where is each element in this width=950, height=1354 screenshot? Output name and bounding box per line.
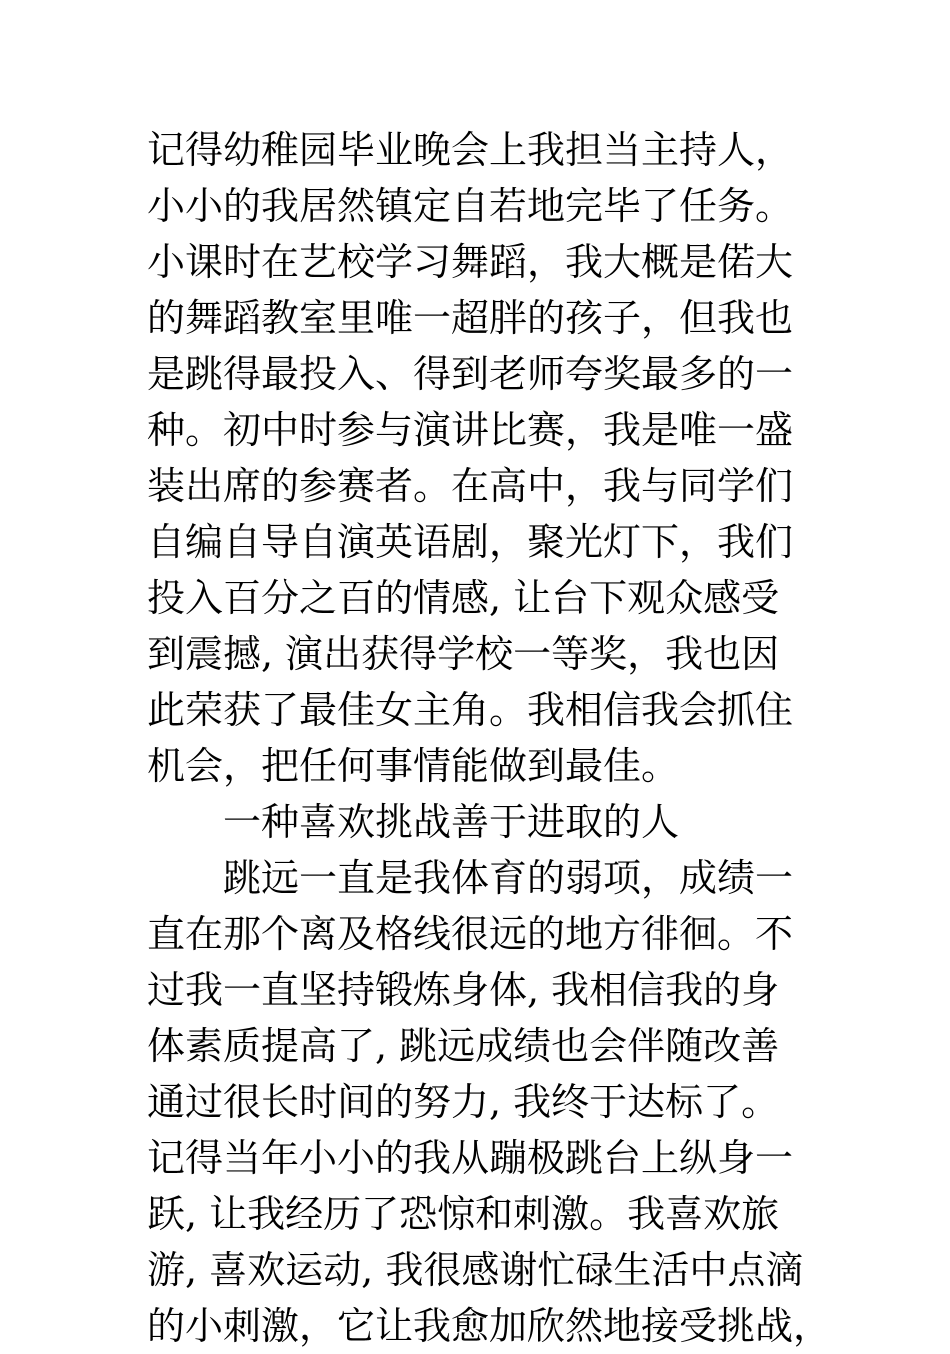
- text-line: 是跳得最投入、得到老师夸奖最多的一: [147, 352, 794, 396]
- text-line: 游, 喜欢运动, 我很感谢忙碌生活中点滴: [147, 1248, 804, 1292]
- text-line: 通过很长时间的努力, 我终于达标了。: [147, 1080, 780, 1124]
- text-line: 记得当年小小的我从蹦极跳台上纵身一: [147, 1136, 794, 1180]
- text-line: 跃, 让我经历了恐惊和刺激。我喜欢旅: [147, 1192, 780, 1236]
- text-line: 此荣获了最佳女主角。我相信我会抓住: [147, 688, 794, 732]
- text-line: 小课时在艺校学习舞蹈，我大概是偌大: [147, 240, 794, 284]
- text-line: 直在那个离及格线很远的地方徘徊。不: [147, 912, 794, 956]
- text-line: 自编自导自演英语剧，聚光灯下，我们: [147, 520, 794, 564]
- text-line: 机会，把任何事情能做到最佳。: [147, 744, 680, 788]
- text-line: 体素质提高了, 跳远成绩也会伴随改善: [147, 1024, 780, 1068]
- text-line: 装出席的参赛者。在高中，我与同学们: [147, 464, 794, 508]
- paragraph-first-line: 跳远一直是我体育的弱项，成绩一: [223, 856, 794, 900]
- text-line: 种。初中时参与演讲比赛，我是唯一盛: [147, 408, 794, 452]
- text-line: 记得幼稚园毕业晚会上我担当主持人，: [147, 128, 794, 172]
- body-text: [147, 122, 832, 1354]
- text-line: 的舞蹈教室里唯一超胖的孩子，但我也: [147, 296, 794, 340]
- text-line: 过我一直坚持锻炼身体, 我相信我的身: [147, 968, 780, 1012]
- text-line: 小小的我居然镇定自若地完毕了任务。: [147, 184, 794, 228]
- text-line: 投入百分之百的情感, 让台下观众感受: [147, 576, 780, 620]
- text-line: 的小刺激，它让我愈加欣然地接受挑战，: [147, 1304, 832, 1348]
- text-line: 到震撼, 演出获得学校一等奖，我也因: [147, 632, 780, 676]
- section-heading: 一种喜欢挑战善于进取的人: [223, 800, 680, 844]
